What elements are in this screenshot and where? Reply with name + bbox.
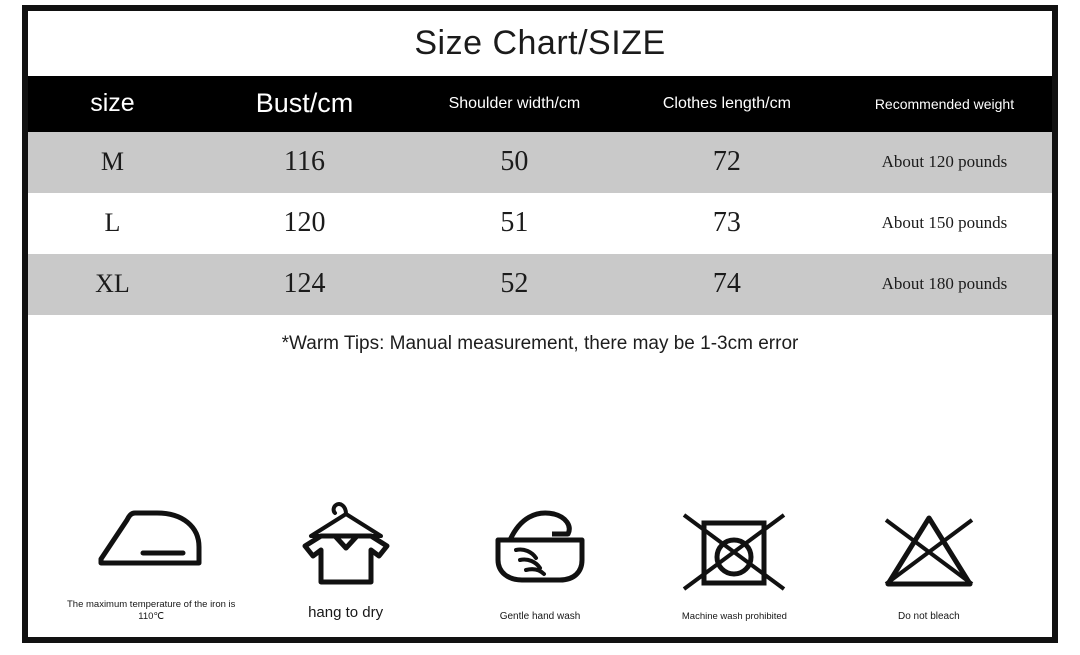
- care-item-no-machine-wash: [637, 497, 831, 623]
- care-label: The maximum temperature of the iron is 110℃: [66, 599, 236, 623]
- care-item-hang-to-dry: [248, 490, 442, 623]
- column-header-size: size: [28, 76, 197, 132]
- hand-wash-icon: [480, 497, 600, 601]
- cell-weight: About 180 pounds: [837, 254, 1052, 315]
- table-header-row: [28, 76, 1052, 132]
- cell-size: L: [28, 193, 197, 254]
- column-header-clothes-length: Clothes length/cm: [617, 76, 837, 132]
- warm-tips-note: *Warm Tips: Manual measurement, there may be 1-3cm error: [281, 332, 799, 354]
- cell-shoulder: 51: [412, 193, 617, 254]
- care-label: Machine wash prohibited: [681, 611, 787, 623]
- column-header-bust: Bust/cm: [197, 76, 412, 132]
- cell-length: 72: [617, 132, 837, 193]
- no-machine-wash-icon: [674, 497, 794, 601]
- hanger-shirt-icon: [291, 490, 401, 594]
- column-header-shoulder-width: Shoulder width/cm: [412, 76, 617, 132]
- cell-length: 74: [617, 254, 837, 315]
- care-item-iron: [54, 485, 248, 623]
- care-instructions-row: [28, 485, 1052, 623]
- care-label: hang to dry: [308, 604, 384, 622]
- cell-weight: About 120 pounds: [837, 132, 1052, 193]
- care-label: Gentle hand wash: [499, 610, 581, 622]
- cell-length: 73: [617, 193, 837, 254]
- cell-size: M: [28, 132, 197, 193]
- iron-icon: [91, 485, 211, 589]
- care-label: Do not bleach: [897, 610, 960, 622]
- cell-weight: About 150 pounds: [837, 193, 1052, 254]
- care-item-hand-wash: [443, 497, 637, 624]
- column-header-recommended-weight: Recommended weight: [837, 76, 1052, 132]
- table-row: [28, 132, 1052, 193]
- care-item-no-bleach: [832, 497, 1026, 624]
- cell-shoulder: 52: [412, 254, 617, 315]
- cell-size: XL: [28, 254, 197, 315]
- size-chart-table: [28, 76, 1052, 315]
- page-title: Size Chart/SIZE: [414, 24, 666, 62]
- outer-frame: [22, 5, 1058, 643]
- no-bleach-icon: [874, 497, 984, 601]
- cell-bust: 116: [197, 132, 412, 193]
- table-row: [28, 254, 1052, 315]
- content-area: [28, 11, 1052, 637]
- table-row: [28, 193, 1052, 254]
- cell-bust: 124: [197, 254, 412, 315]
- cell-shoulder: 50: [412, 132, 617, 193]
- cell-bust: 120: [197, 193, 412, 254]
